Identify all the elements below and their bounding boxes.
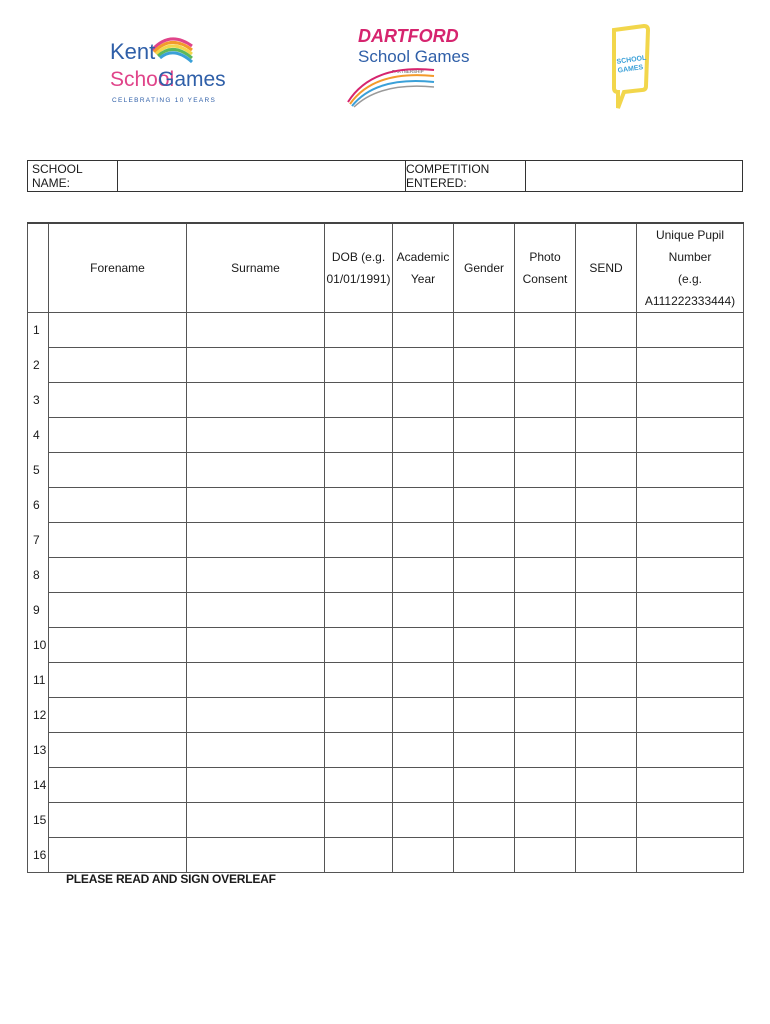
cell-gender[interactable] [454,488,515,523]
footer-note: PLEASE READ AND SIGN OVERLEAF [66,872,276,886]
header-send [576,223,637,313]
cell-dob[interactable] [325,698,393,733]
cell-academic-year[interactable] [393,628,454,663]
cell-academic-year[interactable] [393,768,454,803]
cell-send[interactable] [576,453,637,488]
table-row [28,488,744,523]
cell-photo-consent[interactable] [515,348,576,383]
cell-dob[interactable] [325,663,393,698]
cell-gender[interactable] [454,733,515,768]
cell-upn[interactable] [637,523,744,558]
cell-gender[interactable] [454,803,515,838]
header-photo-consent [515,223,576,313]
cell-academic-year[interactable] [393,313,454,348]
table-row [28,593,744,628]
cell-forename[interactable] [49,663,187,698]
cell-academic-year[interactable] [393,453,454,488]
cell-surname[interactable] [187,453,325,488]
cell-surname[interactable] [187,488,325,523]
cell-dob[interactable] [325,558,393,593]
table-header-row [28,223,744,313]
cell-send[interactable] [576,418,637,453]
cell-forename[interactable] [49,418,187,453]
row-number: 7 [28,523,49,558]
header-forename [49,223,187,313]
cell-surname[interactable] [187,593,325,628]
kent-logo-line1: Kent [110,39,156,64]
cell-forename[interactable] [49,838,187,873]
header-gender [454,223,515,313]
row-number: 16 [28,838,49,873]
cell-forename[interactable] [49,383,187,418]
cell-upn[interactable] [637,313,744,348]
cell-gender[interactable] [454,663,515,698]
cell-academic-year[interactable] [393,488,454,523]
cell-photo-consent[interactable] [515,313,576,348]
cell-surname[interactable] [187,733,325,768]
table-row [28,838,744,873]
cell-academic-year[interactable] [393,838,454,873]
cell-send[interactable] [576,488,637,523]
cell-gender[interactable] [454,523,515,558]
cell-upn[interactable] [637,348,744,383]
table-row [28,663,744,698]
cell-gender[interactable] [454,558,515,593]
row-number: 3 [28,383,49,418]
header-surname [187,223,325,313]
cell-photo-consent[interactable] [515,698,576,733]
row-number: 4 [28,418,49,453]
cell-forename[interactable] [49,698,187,733]
competition-entered-field[interactable] [526,161,742,191]
cell-send[interactable] [576,733,637,768]
cell-upn[interactable] [637,628,744,663]
row-number: 12 [28,698,49,733]
cell-send[interactable] [576,593,637,628]
row-number: 6 [28,488,49,523]
cell-dob[interactable] [325,593,393,628]
kent-logo-line2b: Games [158,68,226,91]
table-row [28,313,744,348]
cell-forename[interactable] [49,733,187,768]
dartford-logo-line2: School Games [358,47,470,66]
header-surname-line1: Surname [231,261,280,275]
cell-send[interactable] [576,628,637,663]
cell-gender[interactable] [454,768,515,803]
header-dob-line2: 01/01/1991) [326,272,391,286]
cell-send[interactable] [576,838,637,873]
cell-surname[interactable] [187,628,325,663]
cell-surname[interactable] [187,313,325,348]
cell-send[interactable] [576,558,637,593]
header-academic-year-line1: Academic [396,250,450,264]
header-photo-consent-line2: Consent [522,272,568,286]
cell-send[interactable] [576,803,637,838]
cell-send[interactable] [576,383,637,418]
cell-academic-year[interactable] [393,418,454,453]
cell-photo-consent[interactable] [515,663,576,698]
cell-surname[interactable] [187,803,325,838]
cell-send[interactable] [576,768,637,803]
cell-gender[interactable] [454,348,515,383]
row-number: 10 [28,628,49,663]
cell-photo-consent[interactable] [515,383,576,418]
cell-photo-consent[interactable] [515,803,576,838]
kent-school-games-logo [108,28,226,108]
cell-upn[interactable] [637,768,744,803]
cell-gender[interactable] [454,838,515,873]
cell-dob[interactable] [325,383,393,418]
kent-logo-tagline: CELEBRATING 10 YEARS [112,97,217,104]
cell-dob[interactable] [325,418,393,453]
cell-photo-consent[interactable] [515,733,576,768]
school-name-field[interactable] [118,161,406,191]
pupil-entry-table [27,222,744,873]
cell-dob[interactable] [325,523,393,558]
cell-academic-year[interactable] [393,383,454,418]
cell-send[interactable] [576,698,637,733]
cell-send[interactable] [576,348,637,383]
table-row [28,523,744,558]
table-row [28,628,744,663]
table-row [28,698,744,733]
cell-upn[interactable] [637,733,744,768]
cell-surname[interactable] [187,523,325,558]
dartford-logo-line3: PARTNERSHIP [392,69,424,74]
sg-logo-text2: GAMES [617,64,644,75]
school-games-logo [608,24,652,110]
cell-dob[interactable] [325,838,393,873]
cell-forename[interactable] [49,453,187,488]
cell-dob[interactable] [325,453,393,488]
cell-upn[interactable] [637,383,744,418]
header-gender-line1: Gender [463,261,505,275]
cell-forename[interactable] [49,628,187,663]
cell-forename[interactable] [49,803,187,838]
table-row [28,768,744,803]
dartford-school-games-logo [344,24,470,108]
cell-photo-consent[interactable] [515,453,576,488]
row-number: 8 [28,558,49,593]
header-num [28,223,49,313]
cell-academic-year[interactable] [393,523,454,558]
header-upn-line1: Unique Pupil Number [655,228,725,264]
table-row [28,348,744,383]
row-number: 2 [28,348,49,383]
cell-academic-year[interactable] [393,558,454,593]
row-number: 13 [28,733,49,768]
table-row [28,453,744,488]
cell-send[interactable] [576,313,637,348]
row-number: 5 [28,453,49,488]
school-name-label: SCHOOL NAME: [28,161,118,191]
cell-surname[interactable] [187,663,325,698]
cell-academic-year[interactable] [393,698,454,733]
header-photo-consent-line1: Photo [529,250,561,264]
cell-forename[interactable] [49,488,187,523]
cell-gender[interactable] [454,313,515,348]
header-academic-year-line2: Year [410,272,436,286]
row-number: 1 [28,313,49,348]
cell-surname[interactable] [187,838,325,873]
cell-photo-consent[interactable] [515,523,576,558]
cell-upn[interactable] [637,453,744,488]
cell-gender[interactable] [454,628,515,663]
cell-gender[interactable] [454,418,515,453]
cell-dob[interactable] [325,348,393,383]
cell-photo-consent[interactable] [515,593,576,628]
competition-entered-label: COMPETITION ENTERED: [406,161,526,191]
cell-send[interactable] [576,523,637,558]
cell-dob[interactable] [325,313,393,348]
cell-send[interactable] [576,663,637,698]
header-academic-year [393,223,454,313]
cell-dob[interactable] [325,768,393,803]
cell-academic-year[interactable] [393,733,454,768]
cell-forename[interactable] [49,558,187,593]
sg-logo-text1: SCHOOL [616,54,647,66]
cell-upn[interactable] [637,593,744,628]
cell-photo-consent[interactable] [515,488,576,523]
cell-forename[interactable] [49,523,187,558]
cell-gender[interactable] [454,593,515,628]
header-upn-line2: (e.g. A111222333444) [644,272,736,308]
row-number: 9 [28,593,49,628]
header-upn [637,223,744,313]
cell-dob[interactable] [325,803,393,838]
cell-upn[interactable] [637,838,744,873]
cell-upn[interactable] [637,803,744,838]
table-row [28,418,744,453]
cell-gender[interactable] [454,383,515,418]
cell-gender[interactable] [454,453,515,488]
cell-surname[interactable] [187,418,325,453]
cell-forename[interactable] [49,313,187,348]
school-info-row [27,160,743,192]
table-row [28,383,744,418]
cell-forename[interactable] [49,768,187,803]
cell-photo-consent[interactable] [515,768,576,803]
cell-academic-year[interactable] [393,348,454,383]
cell-photo-consent[interactable] [515,418,576,453]
cell-dob[interactable] [325,488,393,523]
row-number: 11 [28,663,49,698]
kent-logo-line2a: School [110,68,175,91]
cell-photo-consent[interactable] [515,628,576,663]
cell-academic-year[interactable] [393,663,454,698]
cell-dob[interactable] [325,628,393,663]
cell-surname[interactable] [187,383,325,418]
cell-forename[interactable] [49,348,187,383]
cell-surname[interactable] [187,348,325,383]
table-row [28,733,744,768]
row-number: 14 [28,768,49,803]
cell-photo-consent[interactable] [515,558,576,593]
dartford-logo-line1: DARTFORD [358,26,459,46]
header-dob-line1: DOB (e.g. [331,250,386,264]
cell-gender[interactable] [454,698,515,733]
header-send-line1: SEND [589,261,623,275]
cell-academic-year[interactable] [393,593,454,628]
cell-surname[interactable] [187,558,325,593]
table-row [28,803,744,838]
cell-academic-year[interactable] [393,803,454,838]
header-dob [325,223,393,313]
cell-upn[interactable] [637,488,744,523]
header-forename-line1: Forename [90,261,145,275]
cell-upn[interactable] [637,663,744,698]
cell-forename[interactable] [49,593,187,628]
table-row [28,558,744,593]
cell-dob[interactable] [325,733,393,768]
cell-upn[interactable] [637,698,744,733]
cell-surname[interactable] [187,698,325,733]
cell-upn[interactable] [637,418,744,453]
row-number: 15 [28,803,49,838]
cell-surname[interactable] [187,768,325,803]
cell-upn[interactable] [637,558,744,593]
cell-photo-consent[interactable] [515,838,576,873]
